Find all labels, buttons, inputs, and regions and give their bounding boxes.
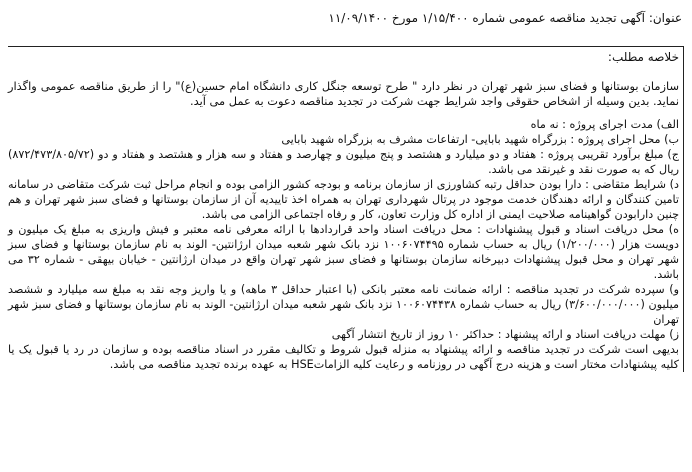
notice-title: عنوان: آگهی تجدید مناقصه عمومی شماره ۱/۱۵/۴۰۰ مورخ ۱۱/۰۹/۱۴۰۰	[328, 11, 682, 25]
item-closing-note: بدیهی است شرکت در تجدید مناقصه و ارائه پیشنهاد به منزله قبول شروط و تکالیف مقرر در اسناد مناقصه بوده و سازمان در رد یا قبول یک یا کلیه پیشنهادات مختار است و هزینه درج آگهی در روزنامه و رعایت کلیه الزاماتHSE به عهده برنده تجدید مناقصه می باشد.	[8, 343, 679, 371]
item-applicant-requirements: د) شرایط متقاضی : دارا بودن حداقل رتبه کشاورزی از سازمان برنامه و بودجه کشور الزامی بوده و انجام مراحل ثبت شرکت متقاضی در سامانه تامین کنندگان و ارائه دهندگان خدمت موجود در پرتال شهرداری تهران به همراه اخذ تاییدیه آن از سازمان بوستانها و فضای سبز شهر تهران و هم چنین دارابودن گواهینامه صلاحیت ایمنی از اداره کل وزارت تعاون، کار و رفاه اجتماعی الزامی می باشد.	[8, 178, 679, 221]
item-deadline: ز) مهلت دریافت اسناد و ارائه پیشنهاد : حداکثر ۱۰ روز از تاریخ انتشار آگهی	[331, 328, 679, 341]
item-document-pickup: ه) محل دریافت اسناد و قبول پیشنهادات : محل دریافت اسناد واحد قراردادها با ارائه معرفی نامه معتبر و فیش واریزی به مبلغ یک میلیون و دویست هزار (۱/۲۰۰/۰۰۰) ریال به حساب شماره ۱۰۰۶۰۷۴۴۹۵ نزد بانک شهر شعبه میدان ارژانتین- الوند به نام سازمان بوستانها و فضای سبز شهر تهران و محل قبول پیشنهادات دبیرخانه سازمان بوستانها و فضای سبز شهر تهران واقع در میدان ارژانتین - خیابان بیهقی - شماره ۳۲ می باشد.	[8, 223, 680, 281]
item-location: ب) محل اجرای پروژه : بزرگراه شهید بابایی- ارتفاعات مشرف به بزرگراه شهید بابایی	[281, 133, 679, 146]
summary-heading: خلاصه مطلب:	[607, 50, 679, 64]
item-duration: الف) مدت اجرای پروژه : نه ماه	[530, 118, 679, 131]
item-estimated-amount: ج) مبلغ برآورد تقریبی پروژه : هفتاد و دو میلیارد و هشتصد و پنج میلیون و چهارصد و هفتاد و سه هزار و هشتصد و هفتاد و دو (۸۷۲/۴۷۳/۸۰۵/۷۲) ریال که به صورت نقد و غیرنقد می باشد.	[8, 148, 679, 176]
intro-paragraph: سازمان بوستانها و فضای سبز شهر تهران در نظر دارد " طرح توسعه جنگل کاری دانشگاه امام حسین(ع)" را از طریق مناقصه عمومی واگذار نماید. بدین وسیله از اشخاص حقوقی واجد شرایط جهت شرکت در تجدید مناقصه دعوت به عمل می آید.	[8, 79, 679, 108]
summary-section	[8, 46, 684, 372]
conditions-list	[8, 117, 679, 372]
item-deposit: و) سپرده شرکت در تجدید مناقصه : ارائه ضمانت نامه معتبر بانکی (با اعتبار حداقل ۳ ماهه) و یا واریز وجه نقد به مبلغ سه میلیارد و ششصد میلیون (۳/۶۰۰/۰۰۰/۰۰۰) ریال به حساب شماره ۱۰۰۶۰۷۴۴۳۸ نزد بانک شهر شعبه میدان ارژانتین- الوند به نام سازمان بوستانها و فضای سبز شهر تهران	[8, 283, 679, 326]
